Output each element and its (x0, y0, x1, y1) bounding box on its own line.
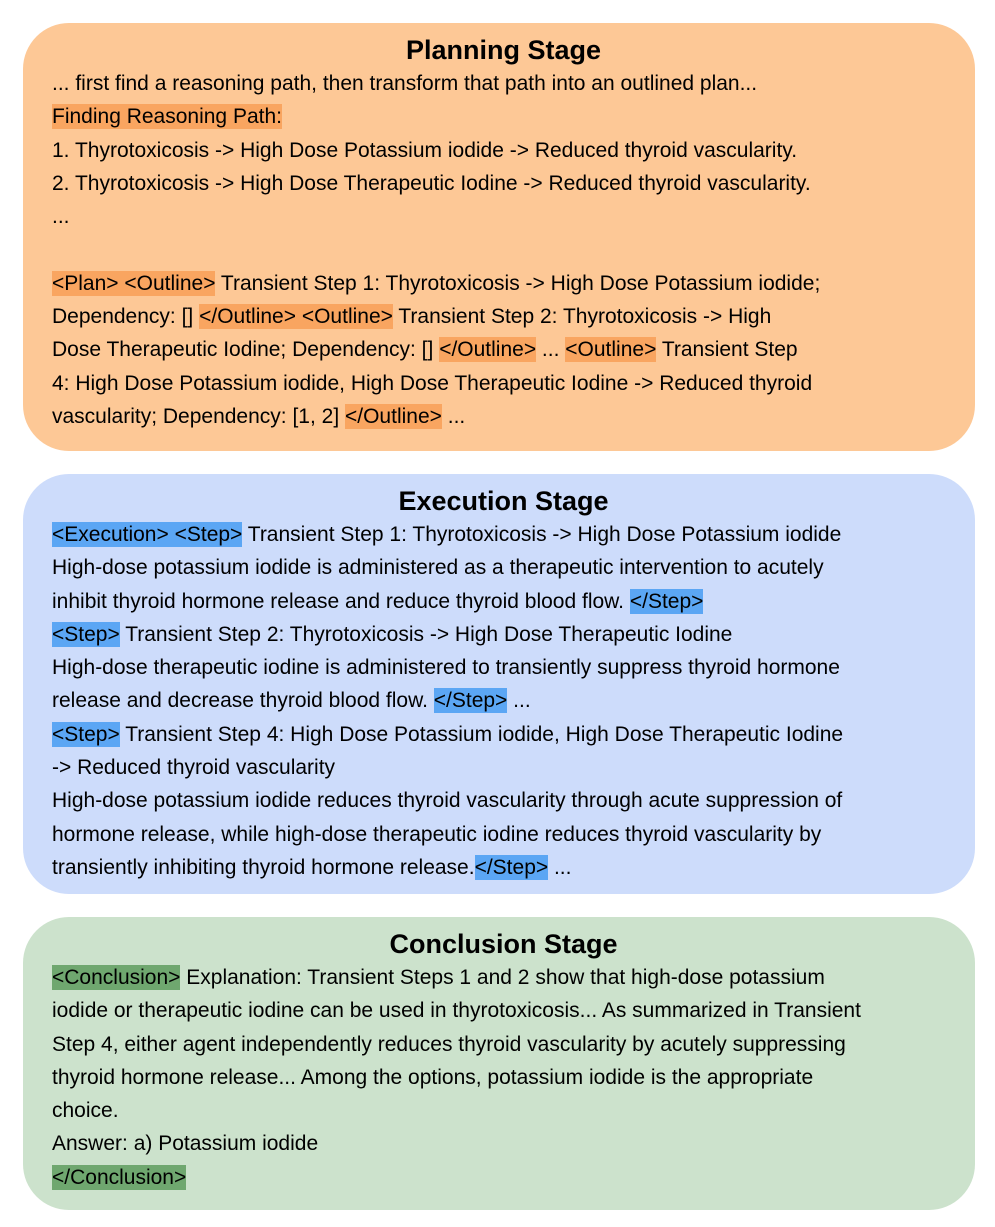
conclusion-text-line (52, 1061, 955, 1094)
conclusion-text-line (52, 1094, 955, 1127)
execution-text-segment: Transient Step 2: Thyrotoxicosis -> High Dose Therapeutic Iodine (119, 622, 733, 646)
execution-text-line (52, 751, 955, 784)
execution-text-line (52, 551, 955, 584)
planning-text-line (52, 300, 955, 333)
planning-text-line (52, 167, 955, 200)
planning-text-segment: 2. Thyrotoxicosis -> High Dose Therapeutic Iodine -> Reduced thyroid vascularity. (52, 171, 811, 195)
execution-text-segment: Transient Step 1: Thyrotoxicosis -> High Dose Potassium iodide (242, 523, 842, 546)
execution-text-segment: hormone release, while high-dose therapeutic iodine reduces thyroid vascularity by (52, 822, 822, 846)
execution-text-line (52, 851, 955, 884)
conclusion-text-segment: iodide or therapeutic iodine can be used in thyrotoxicosis... As summarized in Transient (52, 999, 861, 1023)
execution-text-segment: ... (507, 689, 531, 713)
conclusion-text-segment: Explanation: Transient Steps 1 and 2 show that high-dose potassium (180, 966, 825, 989)
conclusion-text-segment: Answer: a) Potassium iodide (52, 1132, 319, 1156)
planning-text-line (52, 367, 955, 400)
planning-tag-highlight: <Outline> (565, 338, 657, 362)
planning-text-segment: 4: High Dose Potassium iodide, High Dose Therapeutic Iodine -> Reduced thyroid (52, 371, 813, 395)
execution-text-segment: ... (548, 855, 572, 879)
execution-text-segment: Transient Step 4: High Dose Potassium iodide, High Dose Therapeutic Iodine (119, 722, 844, 746)
execution-text-line (52, 718, 955, 751)
planning-tag-highlight: Finding Reasoning Path: (52, 105, 282, 129)
conclusion-text-line (52, 1127, 955, 1160)
conclusion-stage-body (52, 961, 955, 1194)
planning-text-line (52, 134, 955, 167)
conclusion-stage-box (23, 917, 975, 1210)
conclusion-text-line (52, 1028, 955, 1061)
execution-text-line (52, 618, 955, 651)
execution-text-line (52, 651, 955, 684)
execution-text-segment: High-dose therapeutic iodine is administered to transiently suppress thyroid hormone (52, 656, 840, 680)
execution-tag-highlight: </Step> (474, 855, 549, 879)
planning-stage-title: Planning Stage (405, 35, 602, 65)
planning-text-line (52, 400, 955, 433)
execution-text-line (52, 818, 955, 851)
conclusion-text-line (52, 1161, 955, 1194)
planning-text-segment: Dependency: [] (52, 305, 200, 329)
conclusion-tag-highlight: </Conclusion> (52, 1165, 187, 1189)
execution-text-line (52, 684, 955, 717)
execution-text-line (52, 518, 955, 551)
planning-text-line (52, 267, 955, 300)
execution-text-segment: inhibit thyroid hormone release and reduce thyroid blood flow. (52, 589, 630, 613)
planning-text-segment: vascularity; Dependency: [1, 2] (52, 404, 345, 428)
execution-text-line (52, 784, 955, 817)
planning-stage-box (23, 23, 975, 451)
planning-text-line (52, 100, 955, 133)
planning-text-segment: ... (441, 404, 466, 428)
execution-text-segment: release and decrease thyroid blood flow. (52, 689, 434, 713)
execution-tag-highlight: <Step> (52, 622, 120, 646)
planning-text-segment: ... (52, 205, 70, 229)
planning-text-segment: Transient Step (656, 338, 798, 362)
execution-text-segment: -> Reduced thyroid vascularity (52, 756, 336, 780)
planning-text-segment: ... first find a reasoning path, then transform that path into an outlined plan... (52, 72, 758, 95)
execution-text-segment: High-dose potassium iodide reduces thyroid vascularity through acute suppression of (52, 789, 843, 813)
execution-stage-body (52, 518, 955, 884)
planning-text-line (52, 233, 955, 266)
planning-text-segment: ... (536, 338, 566, 362)
planning-text-segment: Dose Therapeutic Iodine; Dependency: [] (52, 338, 440, 362)
planning-tag-highlight: </Outline> (439, 338, 537, 362)
planning-tag-highlight: <Plan> <Outline> (52, 271, 216, 295)
planning-text-line (52, 200, 955, 233)
planning-text-segment: Transient Step 1: Thyrotoxicosis -> High Dose Potassium iodide; (215, 271, 821, 295)
conclusion-text-line (52, 961, 955, 994)
execution-text-line (52, 585, 955, 618)
planning-text-segment: Transient Step 2: Thyrotoxicosis -> High (392, 305, 772, 329)
conclusion-text-line (52, 994, 955, 1027)
planning-stage-body (52, 67, 955, 433)
execution-tag-highlight: <Step> (52, 722, 120, 746)
planning-text-segment: 1. Thyrotoxicosis -> High Dose Potassium iodide -> Reduced thyroid vascularity. (52, 138, 798, 162)
planning-tag-highlight: </Outline> <Outline> (199, 305, 393, 329)
execution-tag-highlight: </Step> (433, 689, 508, 713)
planning-text-line (52, 67, 955, 100)
conclusion-tag-highlight: <Conclusion> (52, 966, 181, 989)
conclusion-text-segment: Step 4, either agent independently reduces thyroid vascularity by acutely suppressing (52, 1032, 846, 1056)
execution-text-segment: High-dose potassium iodide is administered as a therapeutic intervention to acutely (52, 556, 824, 580)
execution-stage-title: Execution Stage (398, 486, 609, 516)
execution-stage-box (23, 474, 975, 894)
execution-tag-highlight: <Execution> <Step> (52, 523, 243, 546)
execution-tag-highlight: </Step> (629, 589, 704, 613)
planning-text-line (52, 333, 955, 366)
conclusion-text-segment: thyroid hormone release... Among the options, potassium iodide is the appropriate (52, 1065, 814, 1089)
planning-tag-highlight: </Outline> (345, 404, 442, 428)
execution-text-segment: transiently inhibiting thyroid hormone release. (52, 855, 475, 879)
conclusion-text-segment: choice. (52, 1099, 119, 1123)
conclusion-stage-title: Conclusion Stage (389, 929, 618, 959)
